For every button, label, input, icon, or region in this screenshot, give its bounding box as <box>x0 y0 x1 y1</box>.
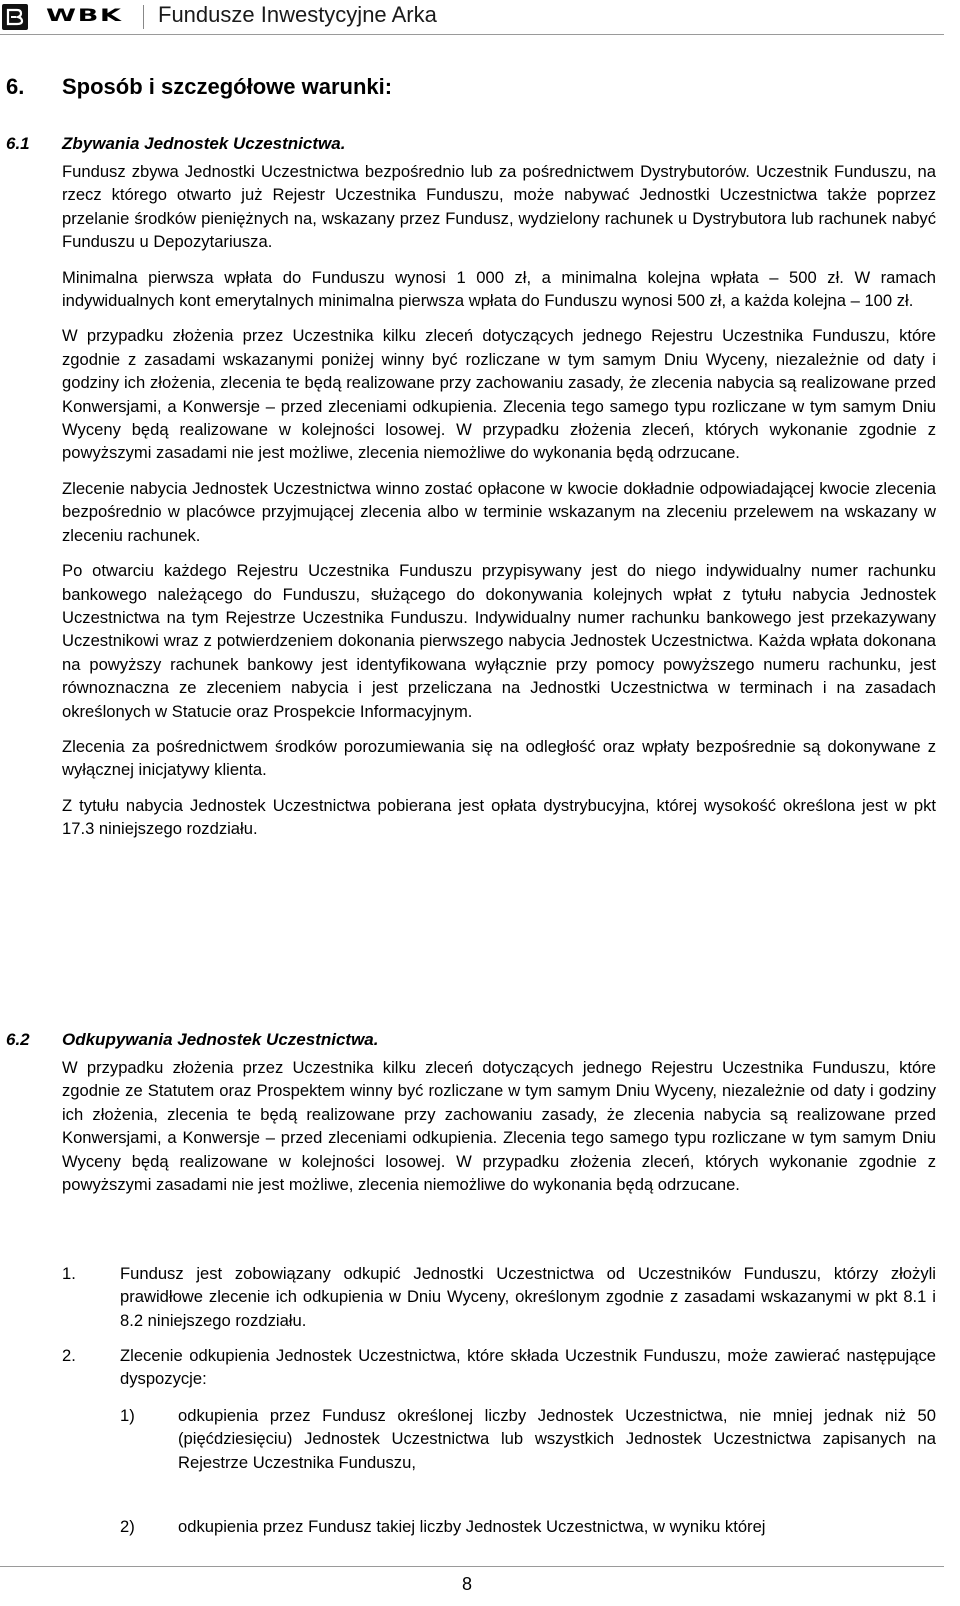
subsection-number: 6.1 <box>6 134 30 153</box>
list-item <box>62 1344 936 1391</box>
list-item-text: Zlecenie odkupienia Jednostek Uczestnictwa, które składa Uczestnik Funduszu, może zawierać następujące dyspozycje: <box>120 1346 936 1389</box>
paragraph: Fundusz zbywa Jednostki Uczestnictwa bezpośrednio lub za pośrednictwem Dystrybutorów. Uczestnik Funduszu, na rzecz którego otwarto już Rejestr Uczestnika Funduszu, może nabywać Jednostki Uczestnictwa także poprzez przelanie środków pieniężnych na, wskazany przez Fundusz, wydzielony rachunek u Dystrybutora lub rachunek nabyć Funduszu u Depozytariusza. <box>62 162 936 252</box>
subsection-title: Zbywania Jednostek Uczestnictwa. <box>62 134 346 153</box>
list-marker: 1) <box>120 1406 135 1425</box>
section-number: 6. <box>6 74 25 99</box>
paragraph: Z tytułu nabycia Jednostek Uczestnictwa pobierana jest opłata dystrybucyjna, której wysokość określona jest w pkt 17.3 niniejszego rozdziału. <box>62 795 936 839</box>
section-heading <box>6 74 392 100</box>
sub-list-item <box>120 1515 936 1538</box>
subsection-heading-6-2 <box>6 1030 378 1050</box>
subsection-heading-6-1 <box>6 134 345 154</box>
paragraph: Minimalna pierwsza wpłata do Funduszu wynosi 1 000 zł, a minimalna kolejna wpłata – 500 zł. W ramach indywidualnych kont emerytalnych minimalna pierwsza wpłata do Funduszu wynosi 500 zł, a każda kolejna – 100 zł. <box>62 267 936 311</box>
header-title: Fundusze Inwestycyjne Arka <box>158 2 437 27</box>
list-item-text: odkupienia przez Fundusz takiej liczby Jednostek Uczestnictwa, w wyniku której <box>178 1517 766 1536</box>
list-item-text: Fundusz jest zobowiązany odkupić Jednostki Uczestnictwa od Uczestników Funduszu, którzy złożyli prawidłowe zlecenie ich odkupienia w Dniu Wyceny, określonym zgodnie z zasadami wskazanymi w pkt 8.1 i 8.2 niniejszego rozdziału. <box>120 1264 936 1330</box>
paragraph: Zlecenia za pośrednictwem środków porozumiewania się na odległość oraz wpłaty bezpośrednie są dokonywane z wyłącznej inicjatywy klienta. <box>62 736 936 780</box>
list-item <box>62 1262 936 1332</box>
page-header <box>0 0 944 35</box>
wbk-logo: WBK <box>46 6 123 26</box>
subsection-number: 6.2 <box>6 1030 30 1049</box>
header-divider <box>143 5 144 29</box>
subsection-title: Odkupywania Jednostek Uczestnictwa. <box>62 1030 379 1049</box>
list-item-text: odkupienia przez Fundusz określonej liczby Jednostek Uczestnictwa, nie mniej jednak niż 50 (pięćdziesięciu) Jednostek Uczestnictwa lub wszystkich Jednostek Uczestnictwa zapisanych na Rejestrze Uczestnika Funduszu, <box>178 1406 936 1472</box>
section-title: Sposób i szczegółowe warunki: <box>62 74 393 99</box>
list-marker: 2. <box>62 1346 76 1365</box>
paragraph: W przypadku złożenia przez Uczestnika kilku zleceń dotyczących jednego Rejestru Uczestnika Funduszu, które zgodnie z zasadami wskazanymi poniżej winny być rozliczane w tym samym Dniu Wyceny, niezależnie od daty i godziny ich złożenia, zlecenia te będą realizowane przy zachowaniu zasady, że zlecenia nabycia są realizowane przed Konwersjami, a Konwersje – przed zleceniami odkupienia. Zlecenia tego samego typu rozliczane w tym samym Dniu Wyceny będą realizowane w kolejności losowej. W przypadku złożenia zleceń, których wykonanie zgodnie z powyższymi zasadami nie jest możliwe, zlecenia niemożliwe do wykonania będą odrzucane. <box>62 326 936 463</box>
paragraph: Zlecenie nabycia Jednostek Uczestnictwa winno zostać opłacone w kwocie dokładnie odpowiadającej kwocie zlecenia bezpośrednio w placówce przyjmującej zlecenia albo w terminie wskazanym na zleceniu przelewem na wskazany w zleceniu rachunek. <box>62 478 936 545</box>
list-marker: 1. <box>62 1264 76 1283</box>
page-number: 8 <box>462 1574 473 1594</box>
list-marker: 2) <box>120 1517 135 1536</box>
paragraph: W przypadku złożenia przez Uczestnika kilku zleceń dotyczących jednego Rejestru Uczestnika Funduszu, które zgodnie ze Statutem oraz Prospektem winny być rozliczane w tym samym Dniu Wyceny, niezależnie od daty i godziny ich złożenia, zlecenia te będą realizowane przy zachowaniu zasady, że zlecenia nabycia są realizowane przed Konwersjami, a Konwersje – przed zleceniami odkupienia. Zlecenia tego samego typu rozliczane w tym samym Dniu Wyceny będą realizowane w kolejności losowej. W przypadku złożenia zleceń, których wykonanie zgodnie z powyższymi zasadami nie jest możliwe, zlecenia niemożliwe do wykonania będą odrzucane. <box>62 1058 936 1195</box>
sub-list-item <box>120 1404 936 1474</box>
paragraph: Po otwarciu każdego Rejestru Uczestnika Funduszu przypisywany jest do niego indywidualny numer rachunku bankowego należącego do Funduszu, służącego do dokonywania kolejnych wpłat z tytułu nabycia Jednostek Uczestnictwa na tym Rejestrze Uczestnika Funduszu. Indywidualny numer rachunku bankowego jest przekazywany Uczestnikowi wraz z potwierdzeniem dokonania pierwszego nabycia Jednostek Uczestnictwa. Każda wpłata dokonana na powyższy rachunek bankowy jest identyfikowana wyłącznie przy pomocy powyższego numeru rachunku, jest równoznaczna ze zleceniem nabycia i jest przeliczana na Jednostki Uczestnictwa w terminach i na zasadach określonych w Statucie oraz Prospekcie Informacyjnym. <box>62 561 936 721</box>
bz-logo-icon <box>2 4 28 30</box>
footer-divider <box>0 1566 944 1567</box>
subsection-6-1-body <box>62 160 936 841</box>
subsection-6-2-body <box>62 1056 936 1196</box>
